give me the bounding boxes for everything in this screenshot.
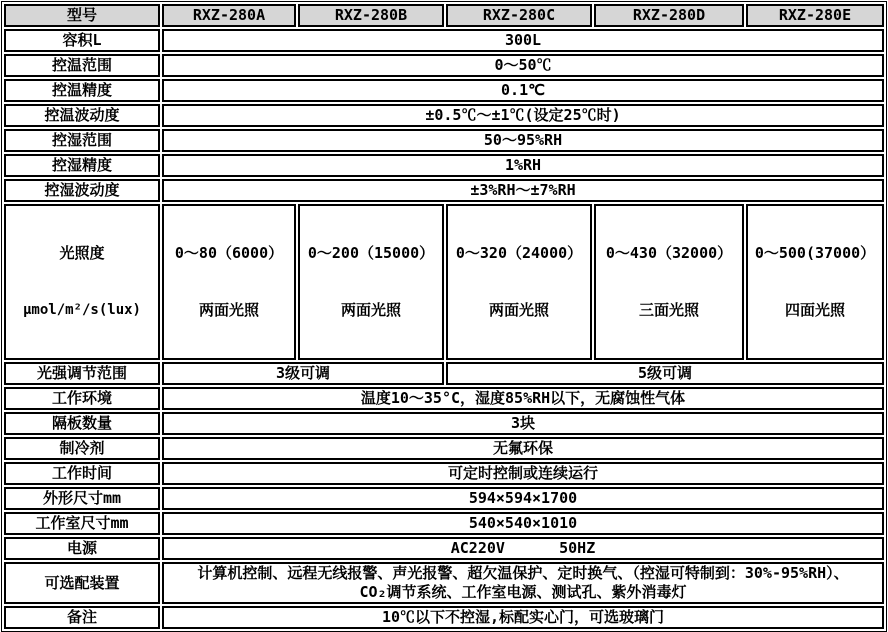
row-label: 可选配装置 xyxy=(4,562,160,604)
illumination-range: 0～430（32000） xyxy=(605,244,733,262)
illumination-range: 0～200（15000） xyxy=(307,244,435,262)
table-row-temp-accuracy xyxy=(4,79,884,102)
model-header-label: 型号 xyxy=(4,4,160,27)
row-value: 540×540×1010 xyxy=(162,512,884,535)
illumination-range: 0～320（24000） xyxy=(455,244,583,262)
row-label: 备注 xyxy=(4,606,160,629)
row-value: ±3%RH～±7%RH xyxy=(162,179,884,202)
row-value: 可定时控制或连续运行 xyxy=(162,462,884,485)
row-label: 控温精度 xyxy=(4,79,160,102)
table-row-humidity-range xyxy=(4,129,884,152)
row-value: 594×594×1700 xyxy=(162,487,884,510)
row-label: 工作室尺寸mm xyxy=(4,512,160,535)
row-label: 工作时间 xyxy=(4,462,160,485)
table-row-capacity xyxy=(4,29,884,52)
illumination-range: 0～500(37000） xyxy=(754,244,876,262)
row-label: 控湿精度 xyxy=(4,154,160,177)
table-row-power xyxy=(4,537,884,560)
row-label: 制冷剂 xyxy=(4,437,160,460)
row-label: 工作环境 xyxy=(4,387,160,410)
row-label: 控湿范围 xyxy=(4,129,160,152)
illumination-faces: 两面光照 xyxy=(340,301,401,319)
model-name-c: RXZ-280C xyxy=(446,4,592,27)
table-row-shelves xyxy=(4,412,884,435)
row-value: 10℃以下不控湿,标配实心门，可选玻璃门 xyxy=(162,606,884,629)
row-value: 300L xyxy=(162,29,884,52)
row-value: 3块 xyxy=(162,412,884,435)
illumination-cell-d xyxy=(594,204,744,360)
row-label: 光强调节范围 xyxy=(4,362,160,385)
model-name-b: RXZ-280B xyxy=(298,4,444,27)
row-value: 50～95%RH xyxy=(162,129,884,152)
illumination-unit: μmol/m²/s(lux) xyxy=(22,302,141,318)
row-value: AC220V 50HZ xyxy=(162,537,884,560)
light-adjust-left: 3级可调 xyxy=(162,362,444,385)
row-value: 温度10～35°C，湿度85%RH以下，无腐蚀性气体 xyxy=(162,387,884,410)
illumination-cell-e xyxy=(746,204,884,360)
table-row-outer-size xyxy=(4,487,884,510)
table-row-chamber-size xyxy=(4,512,884,535)
model-name-a: RXZ-280A xyxy=(162,4,296,27)
table-row-temp-fluctuation xyxy=(4,104,884,127)
table-row-model xyxy=(4,4,884,27)
table-row-illumination xyxy=(4,204,884,360)
illumination-range: 0～80（6000） xyxy=(174,244,284,262)
row-label: 控温范围 xyxy=(4,54,160,77)
table-row-humidity-accuracy xyxy=(4,154,884,177)
model-name-e: RXZ-280E xyxy=(746,4,884,27)
row-label: 电源 xyxy=(4,537,160,560)
spec-table xyxy=(1,1,887,632)
table-row-optional xyxy=(4,562,884,604)
row-value: 0～50℃ xyxy=(162,54,884,77)
illumination-faces: 四面光照 xyxy=(784,301,845,319)
table-row-work-env xyxy=(4,387,884,410)
row-label: 控温波动度 xyxy=(4,104,160,127)
illumination-faces: 两面光照 xyxy=(488,301,549,319)
row-label: 容积L xyxy=(4,29,160,52)
row-value: 0.1℃ xyxy=(162,79,884,102)
row-value: 计算机控制、远程无线报警、声光报警、超欠温保护、定时换气、（控湿可特制到：30%-95%RH）、 CO₂调节系统、工作室电源、测试孔、紫外消毒灯 xyxy=(162,562,884,604)
table-row-refrigerant xyxy=(4,437,884,460)
row-label: 控湿波动度 xyxy=(4,179,160,202)
illumination-cell-b xyxy=(298,204,444,360)
illumination-cell-a xyxy=(162,204,296,360)
table-row-work-time xyxy=(4,462,884,485)
table-row-remark xyxy=(4,606,884,629)
table-row-temp-range xyxy=(4,54,884,77)
row-label xyxy=(4,204,160,360)
row-value: 无氟环保 xyxy=(162,437,884,460)
illumination-faces: 三面光照 xyxy=(638,301,699,319)
row-label: 外形尺寸mm xyxy=(4,487,160,510)
row-value: ±0.5℃～±1℃(设定25℃时) xyxy=(162,104,884,127)
row-value: 1%RH xyxy=(162,154,884,177)
row-label: 隔板数量 xyxy=(4,412,160,435)
illumination-label: 光照度 xyxy=(59,244,105,262)
illumination-faces: 两面光照 xyxy=(198,301,259,319)
table-row-light-adjust xyxy=(4,362,884,385)
illumination-cell-c xyxy=(446,204,592,360)
model-name-d: RXZ-280D xyxy=(594,4,744,27)
table-row-humidity-fluctuation xyxy=(4,179,884,202)
light-adjust-right: 5级可调 xyxy=(446,362,884,385)
